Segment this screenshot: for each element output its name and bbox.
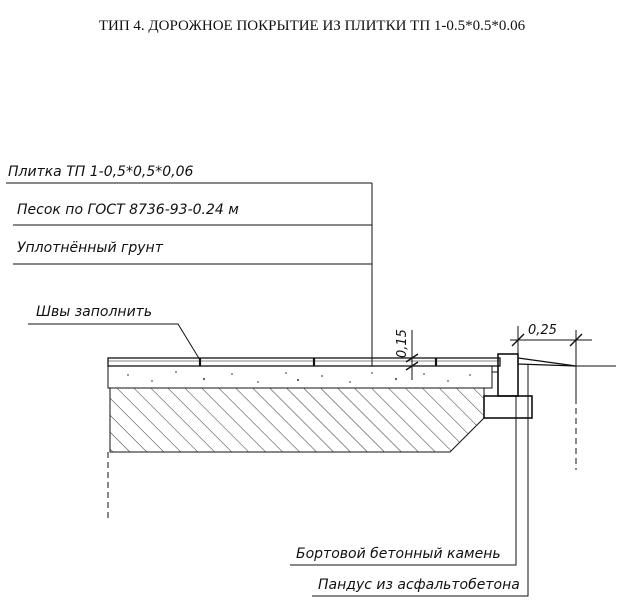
curb-callout-label: Бортовой бетонный камень bbox=[296, 546, 501, 562]
curb-stone bbox=[484, 354, 532, 418]
sand-callout-label: Песок по ГОСТ 8736-93-0.24 м bbox=[17, 202, 239, 218]
seams-callout-leader bbox=[28, 324, 200, 360]
tile-callout-label: Плитка ТП 1-0,5*0,5*0,06 bbox=[8, 164, 194, 180]
tile-thickness-value: 0,15 bbox=[395, 329, 410, 358]
sand-layer bbox=[108, 366, 492, 388]
tile-layer bbox=[108, 358, 500, 366]
ramp-width-value: 0,25 bbox=[528, 323, 557, 338]
compacted-soil-layer bbox=[100, 380, 500, 460]
tile-thickness-dimension bbox=[395, 329, 418, 380]
drawing-title: ТИП 4. ДОРОЖНОЕ ПОКРЫТИЕ ИЗ ПЛИТКИ ТП 1-0.5*0.5*0.06 bbox=[98, 18, 526, 34]
soil-callout-label: Уплотнённый грунт bbox=[17, 240, 163, 256]
seams-callout-label: Швы заполнить bbox=[36, 304, 153, 320]
ramp-callout-label: Пандус из асфальтобетона bbox=[318, 577, 520, 593]
asphalt-ramp bbox=[518, 358, 616, 366]
ramp-width-dimension bbox=[510, 323, 592, 398]
